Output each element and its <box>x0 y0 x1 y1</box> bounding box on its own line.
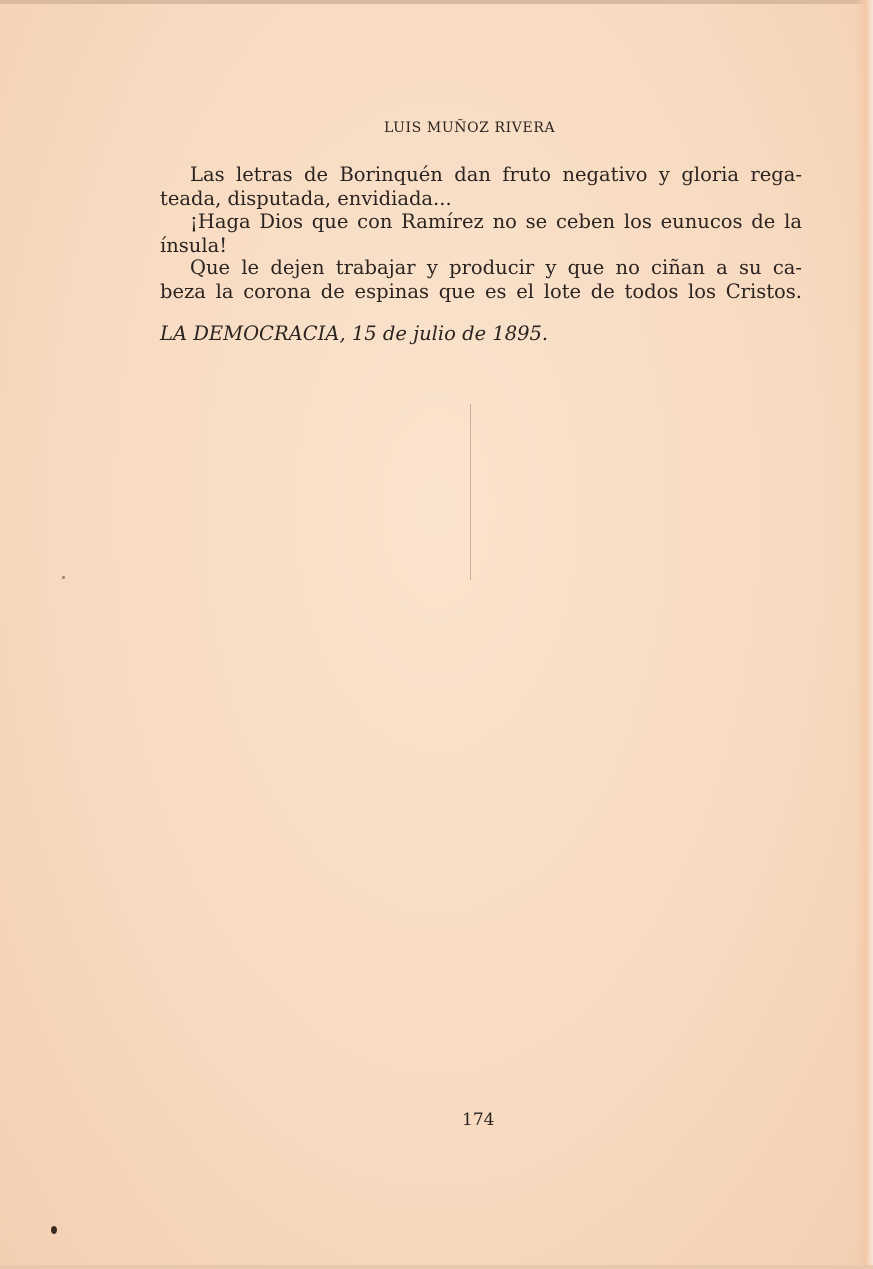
running-head: LUIS MUÑOZ RIVERA <box>384 120 556 136</box>
page-crease <box>470 404 471 580</box>
paragraph-3-line-2: beza la corona de espinas que es el lote de todos los Cristos. <box>160 280 802 303</box>
source-citation: LA DEMOCRACIA, 15 de julio de 1895. <box>160 322 549 345</box>
page-top-edge <box>0 0 873 4</box>
ink-speck <box>51 1226 57 1234</box>
paragraph-2-line-1: ¡Haga Dios que con Ramírez no se ceben los eunucos de la <box>190 210 802 233</box>
paragraph-3-line-1: Que le dejen trabajar y producir y que no ciñan a su ca- <box>190 256 802 279</box>
ink-speck <box>62 576 65 579</box>
paragraph-1-line-2: teada, disputada, envidiada... <box>160 187 452 210</box>
paragraph-1-line-1: Las letras de Borinquén dan fruto negativo y gloria rega- <box>190 163 802 186</box>
page-number: 174 <box>462 1110 495 1130</box>
page-bottom-edge <box>0 1265 873 1269</box>
page-right-edge <box>855 0 873 1269</box>
paragraph-2-line-2: ínsula! <box>160 234 228 257</box>
